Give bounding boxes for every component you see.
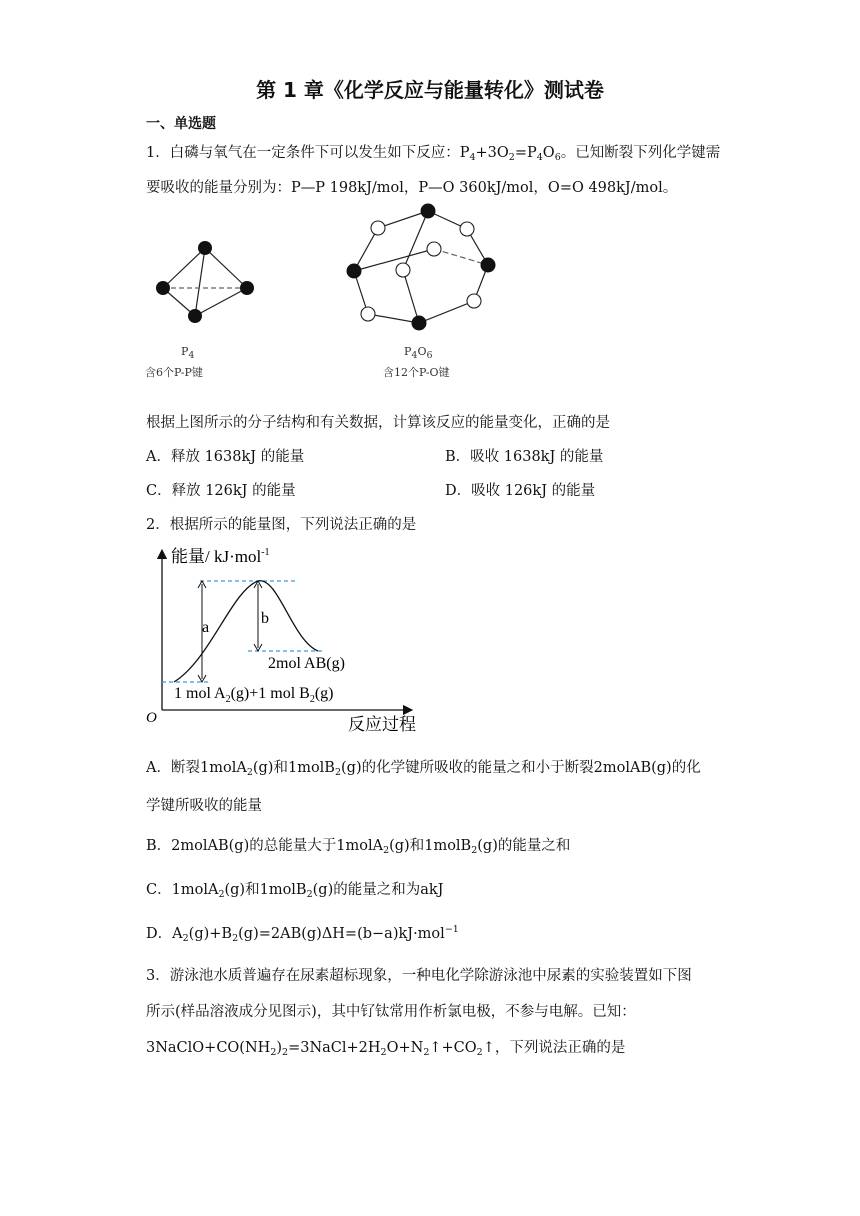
q2-stem: 2．根据所示的能量图，下列说法正确的是 [146, 517, 417, 533]
q2-option-d: D．$A_2(g)+B_2(g)=2AB(g)\Delta H=(b-a)kJ\cdot mol^{-1}$ [146, 924, 459, 944]
p4-caption: 含6个P-P键 [145, 366, 203, 379]
reactant-label: 1 mol $A_2(g)+1$ mol $B_2(g)$ [174, 685, 334, 705]
oxygen-atom [371, 221, 385, 235]
phosphorus-atom [198, 241, 212, 255]
oxygen-atom [467, 294, 481, 308]
oxygen-atom [396, 263, 410, 277]
q1-question: 根据上图所示的分子结构和有关数据，计算该反应的能量变化，正确的是 [146, 415, 610, 431]
x-axis-label: 反应过程 [348, 715, 416, 734]
q1-option-a: A．释放 1638kJ 的能量 [146, 449, 305, 465]
q1-option-c: C．释放 126kJ 的能量 [146, 483, 296, 499]
y-axis-label: 能量/ kJ·mol$^{-1}$ [171, 547, 270, 566]
page-title: 第 1 章《化学反应与能量转化》测试卷 [256, 78, 604, 102]
oxygen-atom [361, 307, 375, 321]
p4o6-label: $P_4O_6$ [404, 345, 433, 361]
phosphorus-atom [412, 316, 426, 330]
energy-diagram [140, 540, 440, 736]
origin-label: O [146, 710, 157, 726]
p4o6-caption: 含12个P-O键 [383, 366, 450, 379]
phosphorus-atom [481, 258, 495, 272]
oxygen-atom [427, 242, 441, 256]
label-a: a [202, 619, 210, 636]
phosphorus-atom [421, 204, 435, 218]
q1-stem-line1: 1．白磷与氧气在一定条件下可以发生如下反应：$P_4+3O_2=P_4O_6$。已知断裂下列化学键需 [146, 145, 721, 163]
q2-option-a-line1: A．断裂1molA$_2$(g)和1molB$_2$(g)的化学键所吸收的能量之和小于断裂2molAB(g)的化 [146, 760, 701, 778]
q3-stem-line2: 所示(样品溶液成分见图示)，其中钌钛常用作析氯电极，不参与电解。已知： [146, 1004, 636, 1020]
p4-label: $P_4$ [181, 345, 195, 361]
p4o6-molecule-diagram [340, 198, 500, 334]
label-b: b [261, 610, 269, 627]
q1-stem-line2: 要吸收的能量分别为：P—P 198kJ/mol，P—O 360kJ/mol，O=O 498kJ/mol。 [146, 180, 678, 196]
q3-stem-line1: 3．游泳池水质普遍存在尿素超标现象，一种电化学除游泳池中尿素的实验装置如下图 [146, 968, 692, 984]
phosphorus-atom [347, 264, 361, 278]
phosphorus-atom [188, 309, 202, 323]
q3-equation: $3NaClO+CO(NH_2)_2=3NaCl+2H_2O+N_2↑+CO_2↑$，下列说法正确的是 [146, 1040, 626, 1058]
q1-option-d: D．吸收 126kJ 的能量 [445, 483, 596, 499]
q1-option-b: B．吸收 1638kJ 的能量 [445, 449, 604, 465]
q2-option-c: C．1molA$_2$(g)和1molB$_2$(g)的能量之和为akJ [146, 882, 444, 900]
phosphorus-atom [156, 281, 170, 295]
q2-option-a-line2: 学键所吸收的能量 [146, 798, 262, 814]
oxygen-atom [460, 222, 474, 236]
section-heading: 一、单选题 [146, 116, 216, 132]
p4-molecule-diagram [150, 236, 270, 330]
q2-option-b: B．2molAB(g)的总能量大于1molA$_2$(g)和1molB$_2$(g)的能量之和 [146, 838, 571, 856]
product-label: 2mol AB(g) [268, 655, 345, 672]
phosphorus-atom [240, 281, 254, 295]
